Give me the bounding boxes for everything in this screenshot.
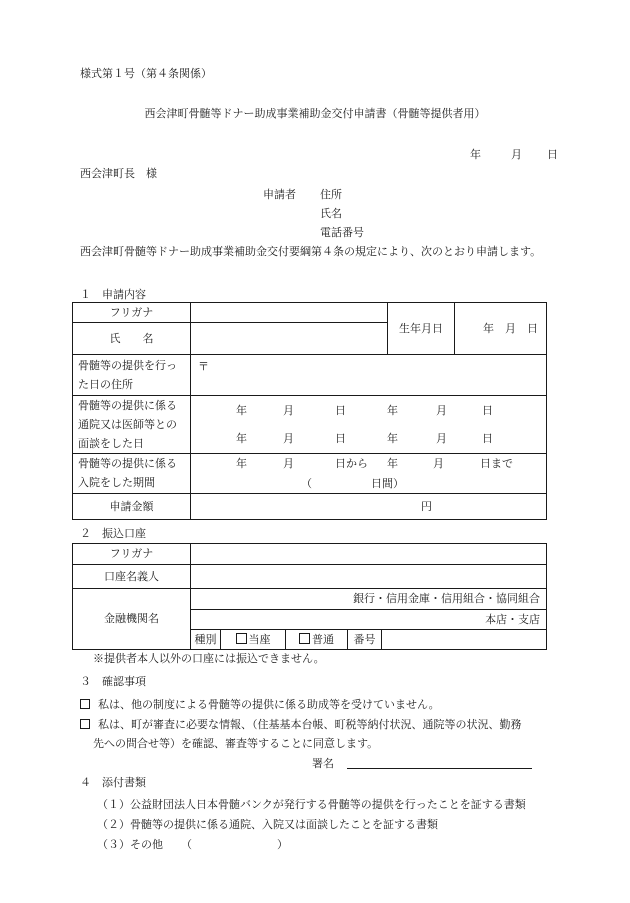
birth-month-label: 月 <box>505 321 516 335</box>
date-month-label: 月 <box>511 148 522 161</box>
account-holder-label: 口座名義人 <box>73 565 191 589</box>
visit3-year: 年 <box>236 431 247 445</box>
amount-input[interactable] <box>191 494 547 520</box>
applicant-phone-label: 電話番号 <box>320 226 364 239</box>
account-kind-label: 種別 <box>191 630 221 650</box>
visit2-day: 日 <box>482 403 493 417</box>
attachment-3-open: （ <box>181 838 192 851</box>
stay-to-month: 月 <box>433 456 444 470</box>
birthdate-input[interactable] <box>455 303 547 355</box>
amount-label: 申請金額 <box>73 494 191 520</box>
visit1-day: 日 <box>335 403 346 417</box>
attachment-3-close: ） <box>277 838 288 851</box>
address-label-line1: 骨髄等の提供を行っ <box>78 358 177 372</box>
visit2-year: 年 <box>387 403 398 417</box>
stay-to-year: 年 <box>387 456 398 470</box>
applicant-address-label: 住所 <box>320 188 342 201</box>
bank-furigana-input[interactable] <box>191 544 547 565</box>
visit-date-label <box>73 396 191 454</box>
ordinary-checkbox[interactable] <box>299 633 310 644</box>
confirmation-2-text: 私は、町が審査に必要な情報、（住基基本台帳、町税等納付状況、通院等の状況、勤務 <box>98 718 522 731</box>
signature-line[interactable] <box>347 768 532 769</box>
confirmation-2-checkbox[interactable] <box>80 719 90 729</box>
stay-to-day: 日まで <box>480 456 513 470</box>
birth-day-label: 日 <box>527 321 538 335</box>
form-number: 様式第１号（第４条関係） <box>80 67 212 80</box>
stay-label-line1: 骨髄等の提供に係る <box>78 457 177 470</box>
visit4-day: 日 <box>482 431 493 445</box>
ordinary-account-option[interactable] <box>286 630 348 650</box>
institution-label: 金融機関名 <box>73 589 191 650</box>
hospital-stay-label <box>73 454 191 494</box>
date-day-label: 日 <box>547 148 558 161</box>
stay-from-year: 年 <box>236 456 247 470</box>
furigana-input[interactable] <box>191 303 388 323</box>
birth-year-label: 年 <box>483 321 494 335</box>
section-4-heading: ４ 添付書類 <box>80 776 146 789</box>
account-note: ※提供者本人以外の口座には振込できません。 <box>93 652 325 665</box>
birthdate-label: 生年月日 <box>388 303 455 355</box>
section-2-heading: ２ 振込口座 <box>80 527 146 540</box>
current-label: 当座 <box>248 632 271 646</box>
address-input[interactable] <box>191 355 547 396</box>
account-holder-input[interactable] <box>191 565 547 589</box>
visit2-month: 月 <box>436 403 447 417</box>
bank-furigana-label: フリガナ <box>73 544 191 565</box>
bank-account-table <box>72 543 547 650</box>
stay-label-line2: 入院をした期間 <box>78 476 155 489</box>
name-label: 氏 名 <box>73 323 191 355</box>
attachment-3 <box>97 838 288 852</box>
attachment-2: （２）骨髄等の提供に係る通院、入院又は面談したことを証する書類 <box>97 818 438 831</box>
visit-date-input[interactable] <box>191 396 547 454</box>
visit-label-line1: 骨髄等の提供に係る <box>78 398 177 412</box>
signature-label: 署名 <box>312 757 334 770</box>
confirmation-item-1[interactable] <box>80 698 440 712</box>
confirmation-1-text: 私は、他の制度による骨髄等の提供に係る助成等を受けていません。 <box>98 698 440 711</box>
stay-from-day: 日から <box>335 456 368 470</box>
current-account-option[interactable] <box>221 630 286 650</box>
visit1-year: 年 <box>236 403 247 417</box>
confirmation-1-checkbox[interactable] <box>80 699 90 709</box>
intro-text: 西会津町骨髄等ドナー助成事業補助金交付要綱第４条の規定により、次のとおり申請します。 <box>80 245 542 258</box>
addressee: 西会津町長 様 <box>80 167 157 180</box>
attachment-1: （１）公益財団法人日本骨髄バンクが発行する骨髄等の提供を行ったことを証する書類 <box>97 798 526 811</box>
document-title: 西会津町骨髄等ドナー助成事業補助金交付申請書（骨髄等提供者用） <box>144 107 486 120</box>
account-number-label: 番号 <box>348 630 382 650</box>
confirmation-item-2[interactable] <box>80 718 522 732</box>
visit1-month: 月 <box>283 403 294 417</box>
date-year-label: 年 <box>470 148 481 161</box>
application-date <box>470 148 558 162</box>
applicant-label: 申請者 <box>263 188 296 201</box>
postal-mark: 〒 <box>198 360 209 373</box>
address-label-line2: た日の住所 <box>78 377 133 391</box>
visit3-month: 月 <box>283 431 294 445</box>
section-1-heading: １ 申請内容 <box>80 288 146 301</box>
section-3-heading: ３ 確認事項 <box>80 675 146 688</box>
branch-type-field[interactable]: 本店・支店 <box>191 610 547 630</box>
current-checkbox[interactable] <box>236 633 247 644</box>
hospital-stay-input[interactable] <box>191 454 547 494</box>
stay-from-month: 月 <box>283 456 294 470</box>
address-label <box>73 355 191 396</box>
attachment-3-label: （３）その他 <box>97 838 163 851</box>
account-number-input[interactable] <box>382 630 547 650</box>
visit3-day: 日 <box>335 431 346 445</box>
visit4-year: 年 <box>387 431 398 445</box>
bank-type-field[interactable]: 銀行・信用金庫・信用組合・協同組合 <box>191 589 547 610</box>
visit-label-line2: 通院又は医師等との <box>78 417 177 431</box>
name-input[interactable] <box>191 323 388 355</box>
ordinary-label: 普通 <box>312 632 334 646</box>
stay-days-open: （ <box>301 476 312 490</box>
yen-label: 円 <box>421 499 432 513</box>
visit-label-line3: 面談をした日 <box>78 436 144 450</box>
application-table <box>72 302 547 520</box>
applicant-name-label: 氏名 <box>320 207 342 220</box>
stay-days-close: 日間） <box>371 476 404 490</box>
furigana-label: フリガナ <box>73 303 191 323</box>
visit4-month: 月 <box>436 431 447 445</box>
confirmation-2-text-cont: 先への問合せ等）を確認、審査等することに同意します。 <box>93 737 379 750</box>
